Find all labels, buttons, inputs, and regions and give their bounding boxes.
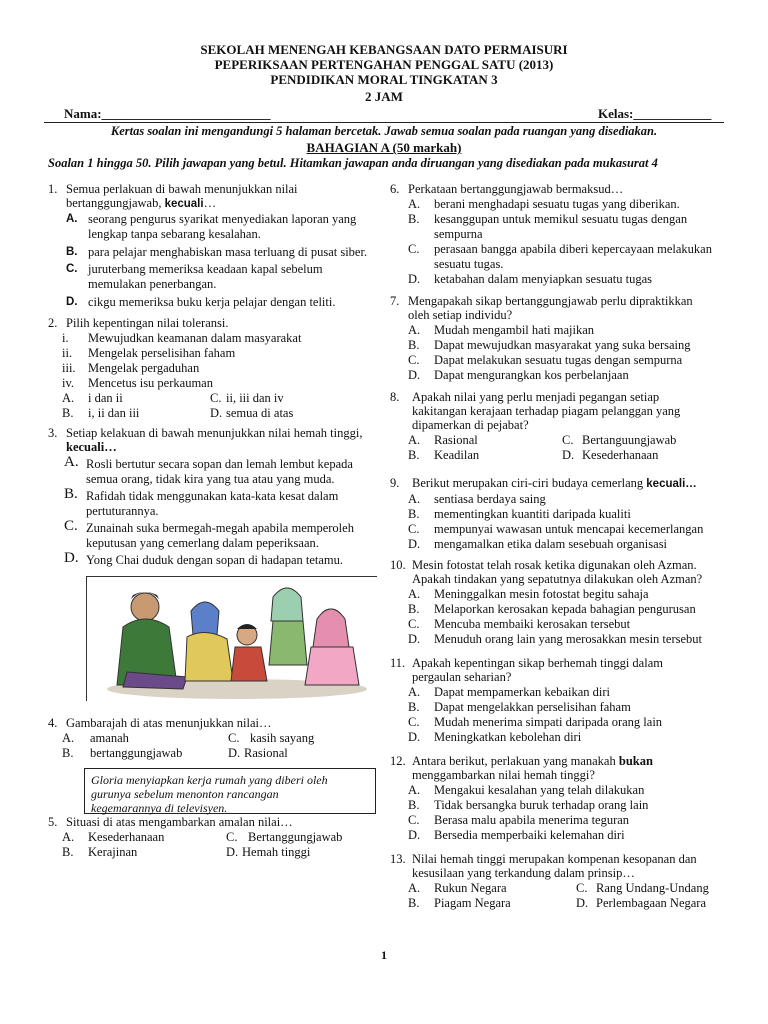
q2-stem: Pilih kepentingan nilai toleransi. bbox=[66, 316, 229, 330]
q5-stem: Situasi di atas mengambarkan amalan nilai… bbox=[66, 815, 293, 829]
q7-option-a: Mudah mengambil hati majikan bbox=[434, 323, 595, 337]
q9-keyword: kecuali… bbox=[646, 478, 697, 490]
q5-option-b: Kerajinan bbox=[88, 845, 138, 859]
q7-option-b: Dapat mewujudkan masyarakat yang suka bersaing bbox=[434, 338, 691, 352]
q5-option-d: Hemah tinggi bbox=[242, 845, 311, 859]
q6-stem: Perkataan bertanggungjawab bermaksud… bbox=[408, 182, 624, 196]
q7-option-d: Dapat mengurangkan kos perbelanjaan bbox=[434, 368, 629, 382]
q1-option-c-cont: memulakan penerbangan. bbox=[88, 277, 217, 291]
q3-option-b-cont: pertuturannya. bbox=[86, 504, 159, 518]
q13-option-d: Perlembagaan Negara bbox=[596, 896, 707, 910]
question-11: 11. Apakah kepentingan sikap berhemah tinggi dalam pergaulan seharian? A. Dapat mempamerkan kebaikan diri B. Dapat mengelakkan perselisihan faham C. Mudah menerima simpati daripada orang lain D. Meningkatkan kebolehan diri bbox=[390, 656, 663, 744]
q13-option-a: Rukun Negara bbox=[434, 881, 507, 895]
q2-item-ii: Mengelak perselisihan faham bbox=[88, 346, 236, 360]
school-name: SEKOLAH MENENGAH KEBANGSAAN DATO PERMAISURI bbox=[200, 42, 568, 57]
q2-item-iv: Mencetus isu perkauman bbox=[88, 376, 213, 390]
q8-stem-3: dipamerkan di pejabat? bbox=[412, 418, 529, 432]
q3-keyword: kecuali… bbox=[66, 440, 117, 454]
q4-option-a: amanah bbox=[90, 731, 129, 745]
q4-stem: Gambarajah di atas menunjukkan nilai… bbox=[66, 716, 272, 730]
q10-stem-1: Mesin fotostat telah rosak ketika digunakan oleh Azman. bbox=[412, 558, 697, 572]
question-12: 12. Antara berikut, perlakuan yang manakah bukan menggambarkan nilai hemah tinggi? A. Mengakui kesalahan yang telah dilakukan B. Tidak bersangka buruk terhadap orang lain C. Berasa malu apabila menerima teguran D. Bersedia memperbaiki kelemahan diri bbox=[390, 754, 653, 842]
q3-option-c-cont: keputusan yang cemerlang dalam peperiksaan. bbox=[86, 536, 319, 550]
q13-option-c: Rang Undang-Undang bbox=[596, 881, 709, 895]
q11-option-a: Dapat mempamerkan kebaikan diri bbox=[434, 685, 610, 699]
q12-stem-1: Antara berikut, perlakuan yang manakah bbox=[412, 754, 619, 768]
q8-stem-2: kakitangan kerajaan terhadap piagam pelanggan yang bbox=[412, 404, 681, 418]
header-divider bbox=[44, 122, 724, 123]
q9-option-a: sentiasa berdaya saing bbox=[434, 492, 546, 506]
situation-box bbox=[84, 768, 376, 814]
situation-line-2: gurunya sebelum menonton rancangan bbox=[91, 787, 279, 801]
q4-option-b: bertanggungjawab bbox=[90, 746, 183, 760]
q2-item-i: Mewujudkan keamanan dalam masyarakat bbox=[88, 331, 302, 345]
q13-stem-1: Nilai hemah tinggi merupakan kompenan kesopanan dan bbox=[412, 852, 697, 866]
question-1: 1. Semua perlakuan di bawah menunjukkan nilai bertanggungjawab, kecuali… A. seorang pengurus syarikat menyediakan laporan yang lengkap tanpa sebarang kesalahan. B. para pelajar menghabiskan masa terluang di pusat siber. C. juruterbang memeriksa keadaan kapal sebelum memulakan penerbangan. D. cikgu memeriksa buku kerja pelajar dengan teliti. bbox=[48, 182, 368, 309]
q5-option-a: Kesederhanaan bbox=[88, 830, 165, 844]
q9-option-b: mementingkan kuantiti daripada kualiti bbox=[434, 507, 631, 521]
situation-line-1: Gloria menyiapkan kerja rumah yang diberi oleh bbox=[91, 773, 328, 787]
q1-stem-1: Semua perlakuan di bawah menunjukkan nilai bbox=[66, 182, 298, 196]
q1-option-a: seorang pengurus syarikat menyediakan laporan yang bbox=[88, 212, 357, 226]
q10-stem-2: Apakah tindakan yang sepatutnya dilakukan oleh Azman? bbox=[412, 572, 703, 586]
q2-option-c: ii, iii dan iv bbox=[226, 391, 284, 405]
q13-stem-2: kesusilaan yang terkandung dalam prinsip… bbox=[412, 866, 635, 880]
q1-option-b: para pelajar menghabiskan masa terluang di pusat siber. bbox=[88, 245, 368, 259]
q2-option-a: i dan ii bbox=[88, 391, 123, 405]
q6-option-a: berani menghadapi sesuatu tugas yang diberikan. bbox=[434, 197, 680, 211]
q8-option-b: Keadilan bbox=[434, 448, 480, 462]
q1-ellipsis: … bbox=[203, 196, 217, 210]
q8-option-c: Bertanguungjawab bbox=[582, 433, 677, 447]
q2-item-iii: Mengelak pergaduhan bbox=[88, 361, 200, 375]
situation-line-3: kegemarannya di televisyen. bbox=[91, 801, 228, 815]
q5-option-c: Bertanggungjawab bbox=[248, 830, 343, 844]
family-illustration bbox=[86, 576, 377, 701]
page-number: 1 bbox=[381, 948, 387, 962]
class-field: Kelas:____________ bbox=[598, 106, 712, 121]
question-7: 7. Mengapakah sikap bertanggungjawab perlu dipraktikkan oleh setiap individu? A. Mudah mengambil hati majikan B. Dapat mewujudkan masyarakat yang suka bersaing C. Dapat melakukan sesuatu tugas dengan sempurna D. Dapat mengurangkan kos perbelanjaan bbox=[390, 294, 693, 382]
question-9: 9. Berikut merupakan ciri-ciri budaya cemerlang kecuali… A. sentiasa berdaya saing B. mementingkan kuantiti daripada kualiti C. mempunyai wawasan untuk mencapai kecemerlangan D. mengamalkan etika dalam sesebuah organisasi bbox=[390, 476, 704, 551]
q11-option-d: Meningkatkan kebolehan diri bbox=[434, 730, 582, 744]
q11-stem-2: pergaulan seharian? bbox=[412, 670, 512, 684]
q10-option-b: Melaporkan kerosakan kepada bahagian pengurusan bbox=[434, 602, 696, 616]
q11-stem-1: Apakah kepentingan sikap berhemah tinggi dalam bbox=[412, 656, 663, 670]
q1-option-a-cont: lengkap tanpa sebarang kesalahan. bbox=[88, 227, 261, 241]
q7-stem-2: oleh setiap individu? bbox=[408, 308, 513, 322]
family-illustration-svg bbox=[87, 577, 377, 701]
q2-option-b: i, ii dan iii bbox=[88, 406, 140, 420]
q12-option-b: Tidak bersangka buruk terhadap orang lain bbox=[434, 798, 649, 812]
subject-title: PENDIDIKAN MORAL TINGKATAN 3 bbox=[270, 72, 498, 87]
q2-option-d: semua di atas bbox=[226, 406, 294, 420]
q12-keyword: bukan bbox=[618, 754, 653, 768]
question-5: 5. Situasi di atas mengambarkan amalan nilai… A. Kesederhanaan C. Bertanggungjawab B. Kerajinan D. Hemah tinggi bbox=[48, 815, 343, 859]
q11-option-b: Dapat mengelakkan perselisihan faham bbox=[434, 700, 631, 714]
q1-option-d: cikgu memeriksa buku kerja pelajar dengan teliti. bbox=[88, 295, 336, 309]
q12-stem-2: menggambarkan nilai hemah tinggi? bbox=[412, 768, 595, 782]
question-6: 6. Perkataan bertanggungjawab bermaksud… A. berani menghadapi sesuatu tugas yang diberikan. B. kesanggupan untuk memikul sesuatu tugas dengan sempurna C. perasaan bangga apabila diberi kepercayaan melakukan sesuatu tugas. D. ketabahan dalam menyiapkan sesuatu tugas bbox=[390, 182, 712, 286]
q6-option-c: perasaan bangga apabila diberi kepercayaan melakukan bbox=[434, 242, 712, 256]
q10-option-d: Menuduh orang lain yang merosakkan mesin tersebut bbox=[434, 632, 702, 646]
q6-option-d: ketabahan dalam menyiapkan sesuatu tugas bbox=[434, 272, 652, 286]
question-4: 4. Gambarajah di atas menunjukkan nilai… A. amanah C. kasih sayang B. bertanggungjawab D. Rasional bbox=[48, 716, 315, 760]
q9-option-c: mempunyai wawasan untuk mencapai kecemerlangan bbox=[434, 522, 704, 536]
section-instruction: Soalan 1 hingga 50. Pilih jawapan yang betul. Hitamkan jawapan anda diruangan yang disediakan pada mukasurat 4 bbox=[48, 156, 658, 170]
name-field: Nama:__________________________ bbox=[64, 106, 271, 121]
q6-option-b: kesanggupan untuk memikul sesuatu tugas dengan bbox=[434, 212, 688, 226]
q4-option-d: Rasional bbox=[244, 746, 288, 760]
q12-option-c: Berasa malu apabila menerima teguran bbox=[434, 813, 630, 827]
q11-option-c: Mudah menerima simpati daripada orang lain bbox=[434, 715, 663, 729]
q1-keyword: kecuali bbox=[164, 198, 204, 210]
q1-option-c: juruterbang memeriksa keadaan kapal sebelum bbox=[88, 262, 323, 276]
q7-stem-1: Mengapakah sikap bertanggungjawab perlu dipraktikkan bbox=[408, 294, 693, 308]
q3-option-a-cont: semua orang, tidak kira yang tua atau yang muda. bbox=[86, 472, 335, 486]
q8-option-a: Rasional bbox=[434, 433, 478, 447]
q3-stem-1: Setiap kelakuan di bawah menunjukkan nilai hemah tinggi, bbox=[66, 426, 363, 440]
paper-instruction: Kertas soalan ini mengandungi 5 halaman bercetak. Jawab semua soalan pada ruangan yang disediakan. bbox=[110, 124, 658, 138]
question-10: 10. Mesin fotostat telah rosak ketika digunakan oleh Azman. Apakah tindakan yang sepatutnya dilakukan oleh Azman? A. Meninggalkan mesin fotostat begitu sahaja B. Melaporkan kerosakan kepada bahagian pengurusan C. Mencuba membaiki kerosakan tersebut D. Menuduh orang lain yang merosakkan mesin tersebut bbox=[390, 558, 703, 646]
section-title: BAHAGIAN A (50 markah) bbox=[306, 140, 462, 155]
q1-stem-2a: bertanggungjawab, bbox=[66, 196, 165, 210]
q10-option-a: Meninggalkan mesin fotostat begitu sahaja bbox=[434, 587, 649, 601]
q12-option-d: Bersedia memperbaiki kelemahan diri bbox=[434, 828, 625, 842]
exam-title: PEPERIKSAAN PERTENGAHAN PENGGAL SATU (2013) bbox=[214, 57, 554, 72]
q9-stem: Berikut merupakan ciri-ciri budaya cemerlang bbox=[412, 476, 647, 490]
question-8: 8. Apakah nilai yang perlu menjadi pegangan setiap kakitangan kerajaan terhadap piagam pelanggan yang dipamerkan di pejabat? A. Rasional C. Bertanguungjawab B. Keadilan D. Kesederhanaan bbox=[390, 390, 681, 462]
q10-option-c: Mencuba membaiki kerosakan tersebut bbox=[434, 617, 631, 631]
q6-option-b-cont: sempurna bbox=[434, 227, 483, 241]
q12-option-a: Mengakui kesalahan yang telah dilakukan bbox=[434, 783, 645, 797]
q3-option-b: Rafidah tidak menggunakan kata-kata kesat dalam bbox=[86, 489, 339, 503]
q6-option-c-cont: sesuatu tugas. bbox=[434, 257, 504, 271]
q8-stem-1: Apakah nilai yang perlu menjadi pegangan setiap bbox=[412, 390, 660, 404]
q3-option-a: Rosli bertutur secara sopan dan lemah lembut kepada bbox=[86, 457, 353, 471]
duration: 2 JAM bbox=[365, 89, 403, 104]
question-2: 2. Pilih kepentingan nilai toleransi. i. Mewujudkan keamanan dalam masyarakat ii. Mengelak perselisihan faham iii. Mengelak pergaduhan iv. Mencetus isu perkauman A. i dan ii C. ii, iii dan iv B. i, ii dan iii D. semua di atas bbox=[48, 316, 302, 420]
question-3: 3. Setiap kelakuan di bawah menunjukkan nilai hemah tinggi, kecuali… A. Rosli bertutur secara sopan dan lemah lembut kepada semua orang, tidak kira yang tua atau yang muda. B. Rafidah tidak menggunakan kata-kata kesat dalam pertuturannya. C. Zunainah suka bermegah-megah apabila memperoleh keputusan yang cemerlang dalam peperiksaan. D. Yong Chai duduk dengan sopan di hadapan tetamu. bbox=[48, 426, 363, 567]
q13-option-b: Piagam Negara bbox=[434, 896, 511, 910]
q4-option-c: kasih sayang bbox=[250, 731, 315, 745]
q3-option-c: Zunainah suka bermegah-megah apabila memperoleh bbox=[86, 521, 354, 535]
question-13: 13. Nilai hemah tinggi merupakan kompenan kesopanan dan kesusilaan yang terkandung dalam prinsip… A. Rukun Negara C. Rang Undang-Undang B. Piagam Negara D. Perlembagaan Negara bbox=[390, 852, 709, 910]
q9-option-d: mengamalkan etika dalam sesebuah organisasi bbox=[434, 537, 668, 551]
q3-option-d: Yong Chai duduk dengan sopan di hadapan tetamu. bbox=[86, 553, 344, 567]
q8-option-d: Kesederhanaan bbox=[582, 448, 659, 462]
q7-option-c: Dapat melakukan sesuatu tugas dengan sempurna bbox=[434, 353, 683, 367]
